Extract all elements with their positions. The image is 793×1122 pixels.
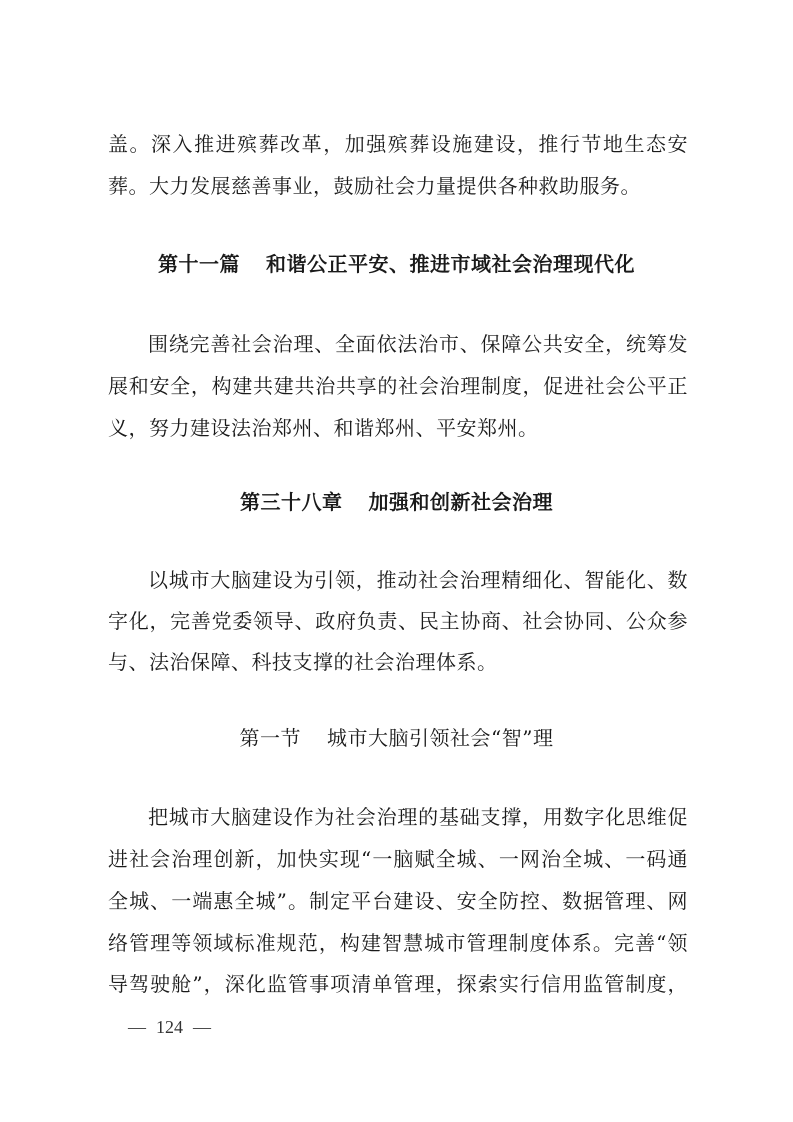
section-heading-title: 城市大脑引领社会“智”理 [327, 726, 554, 750]
paragraph-2-line-3: 义，努力建设法治郑州、和谐郑州、平安郑州。 [108, 416, 539, 440]
chapter-heading [0, 482, 793, 522]
section-heading [0, 718, 793, 758]
page-number: 124 [156, 1017, 183, 1037]
paragraph-3-line-2: 字化，完善党委领导、政府负责、民主协商、社会协同、公众参 [108, 609, 688, 633]
paragraph-1-line-1: 盖。深入推进殡葬改革，加强殡葬设施建设，推行节地生态安 [108, 132, 688, 156]
chapter-heading-number: 第三十八章 [240, 490, 343, 514]
paragraph-2-line-1: 围绕完善社会治理、全面依法治市、保障公共安全，统筹发 [148, 332, 688, 356]
paragraph-4-line-3: 全城、一端惠全城”。制定平台建设、安全防控、数据管理、网 [108, 889, 688, 913]
part-heading [0, 244, 793, 284]
paragraph-1-line-2: 葬。大力发展慈善事业，鼓励社会力量提供各种救助服务。 [108, 174, 641, 198]
footer-dash-right: — [193, 1017, 211, 1037]
section-heading-number: 第一节 [239, 726, 302, 750]
paragraph-4-line-1: 把城市大脑建设作为社会治理的基础支撑，用数字化思维促 [148, 805, 688, 829]
paragraph-3-line-3: 与、法治保障、科技支撑的社会治理体系。 [108, 650, 498, 674]
footer-dash-left: — [128, 1017, 146, 1037]
page-footer [118, 1012, 221, 1042]
paragraph-2-line-2: 展和安全，构建共建共治共享的社会治理制度，促进社会公平正 [108, 374, 688, 398]
paragraph-3-line-1: 以城市大脑建设为引领，推动社会治理精细化、智能化、数 [148, 568, 688, 592]
chapter-heading-title: 加强和创新社会治理 [368, 490, 553, 514]
part-heading-number: 第十一篇 [158, 252, 240, 276]
paragraph-4-line-5: 导驾驶舱”，深化监管事项清单管理，探索实行信用监管制度， [108, 972, 688, 996]
paragraph-4-line-4: 络管理等领域标准规范，构建智慧城市管理制度体系。完善“领 [108, 931, 688, 955]
paragraph-4-line-2: 进社会治理创新，加快实现“一脑赋全城、一网治全城、一码通 [108, 847, 688, 871]
part-heading-title: 和谐公正平安、推进市域社会治理现代化 [266, 252, 635, 276]
